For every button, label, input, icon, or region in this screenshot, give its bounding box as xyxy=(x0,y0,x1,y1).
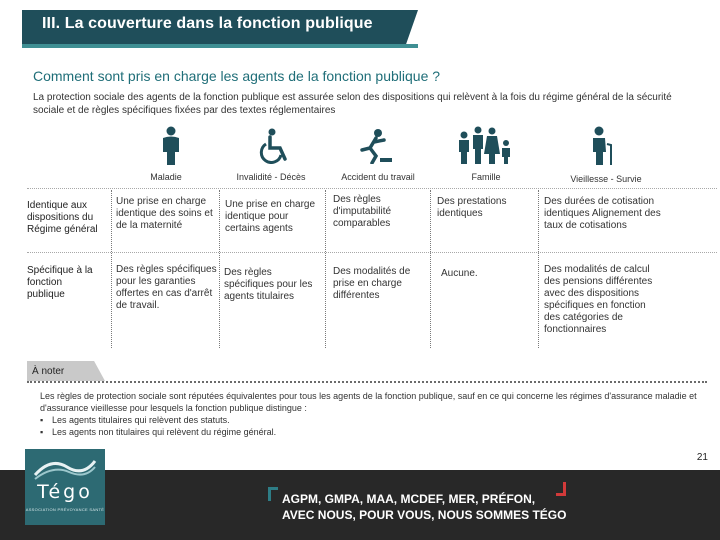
bracket-decoration xyxy=(268,487,278,501)
slogan-line-1: AGPM, GMPA, MAA, MCDEF, MER, PRÉFON, xyxy=(282,492,536,506)
note-text xyxy=(40,390,710,438)
note-paragraph: Les règles de protection sociale sont réputées équivalentes pour tous les agents de la fonction publique, sauf en ce qui concerne les régimes d'assurance maladie et d'assurance vieillesse pour lesquels la fonction publique distingue : xyxy=(40,391,697,413)
intro-paragraph: La protection sociale des agents de la fonction publique est assurée selon des dispositions qui relèvent à la fois du régime général de la sécurité sociale et de règles spécifiques fixées par des textes réglementaires xyxy=(33,92,672,116)
column-header-maladie: Maladie xyxy=(150,172,182,182)
list-item xyxy=(40,414,710,426)
table-cell: Des règles spécifiques pour les agents titulaires xyxy=(224,267,313,302)
bullet-icon: ▪ xyxy=(40,415,44,425)
elderly-person-icon xyxy=(590,126,614,166)
title-underline xyxy=(22,44,418,48)
row-header-specifique: Spécifique à la fonction publique xyxy=(27,265,93,300)
table-cell: Des durées de cotisation identiques Alignement des taux de cotisations xyxy=(544,196,661,231)
column-header-vieillesse: Vieillesse - Survie xyxy=(570,174,642,184)
row-header-identique: Identique aux dispositions du Régime général xyxy=(27,200,98,235)
column-header-invalidite: Invalidité - Décès xyxy=(236,172,306,182)
wave-icon xyxy=(33,455,97,483)
column-header-accident: Accident du travail xyxy=(341,172,415,182)
bullet-icon: ▪ xyxy=(40,427,44,437)
column-header-famille: Famille xyxy=(471,172,501,182)
table-cell: Une prise en charge identique des soins et de la maternité xyxy=(116,196,213,231)
subtitle: Comment sont pris en charge les agents de la fonction publique ? xyxy=(33,68,441,84)
family-icon xyxy=(456,126,514,166)
tego-logo xyxy=(25,449,105,525)
table-cell: Aucune. xyxy=(441,268,478,279)
note-label: À noter xyxy=(32,366,65,377)
logo-subtitle: ASSOCIATION PRÉVOYANCE SANTÉ xyxy=(25,507,105,512)
row-divider xyxy=(27,252,717,253)
table-cell: Des règles spécifiques pour les garanties offertes en cas d'arrêt de travail. xyxy=(116,264,217,311)
slogan-line-2: AVEC NOUS, POUR VOUS, NOUS SOMMES TÉGO xyxy=(282,508,567,522)
falling-person-icon xyxy=(358,128,394,164)
wheelchair-icon xyxy=(258,128,292,164)
table-cell: Une prise en charge identique pour certains agents xyxy=(225,199,316,234)
page-number: 21 xyxy=(696,452,708,463)
bullet-text: Les agents titulaires qui relèvent des statuts. xyxy=(52,415,230,425)
person-icon xyxy=(160,126,182,166)
bullet-text: Les agents non titulaires qui relèvent du régime général. xyxy=(52,427,277,437)
column-divider xyxy=(325,190,326,348)
table-cell: Des modalités de prise en charge différentes xyxy=(333,266,411,301)
header-divider xyxy=(27,188,717,189)
bracket-decoration xyxy=(556,482,566,496)
table-cell: Des règles d'imputabilité comparables xyxy=(333,194,392,229)
page-title: III. La couverture dans la fonction publique xyxy=(42,15,373,32)
column-divider xyxy=(430,190,431,348)
table-cell: Des prestations identiques xyxy=(437,196,507,219)
column-divider xyxy=(111,190,112,348)
logo-text: Tégo xyxy=(37,481,93,503)
list-item xyxy=(40,426,710,438)
table-cell: Des modalités de calcul des pensions différentes avec des dispositions spécifiques en fonction des catégories de fonctionnaires xyxy=(544,264,653,335)
column-divider xyxy=(538,190,539,348)
note-divider xyxy=(27,381,707,383)
